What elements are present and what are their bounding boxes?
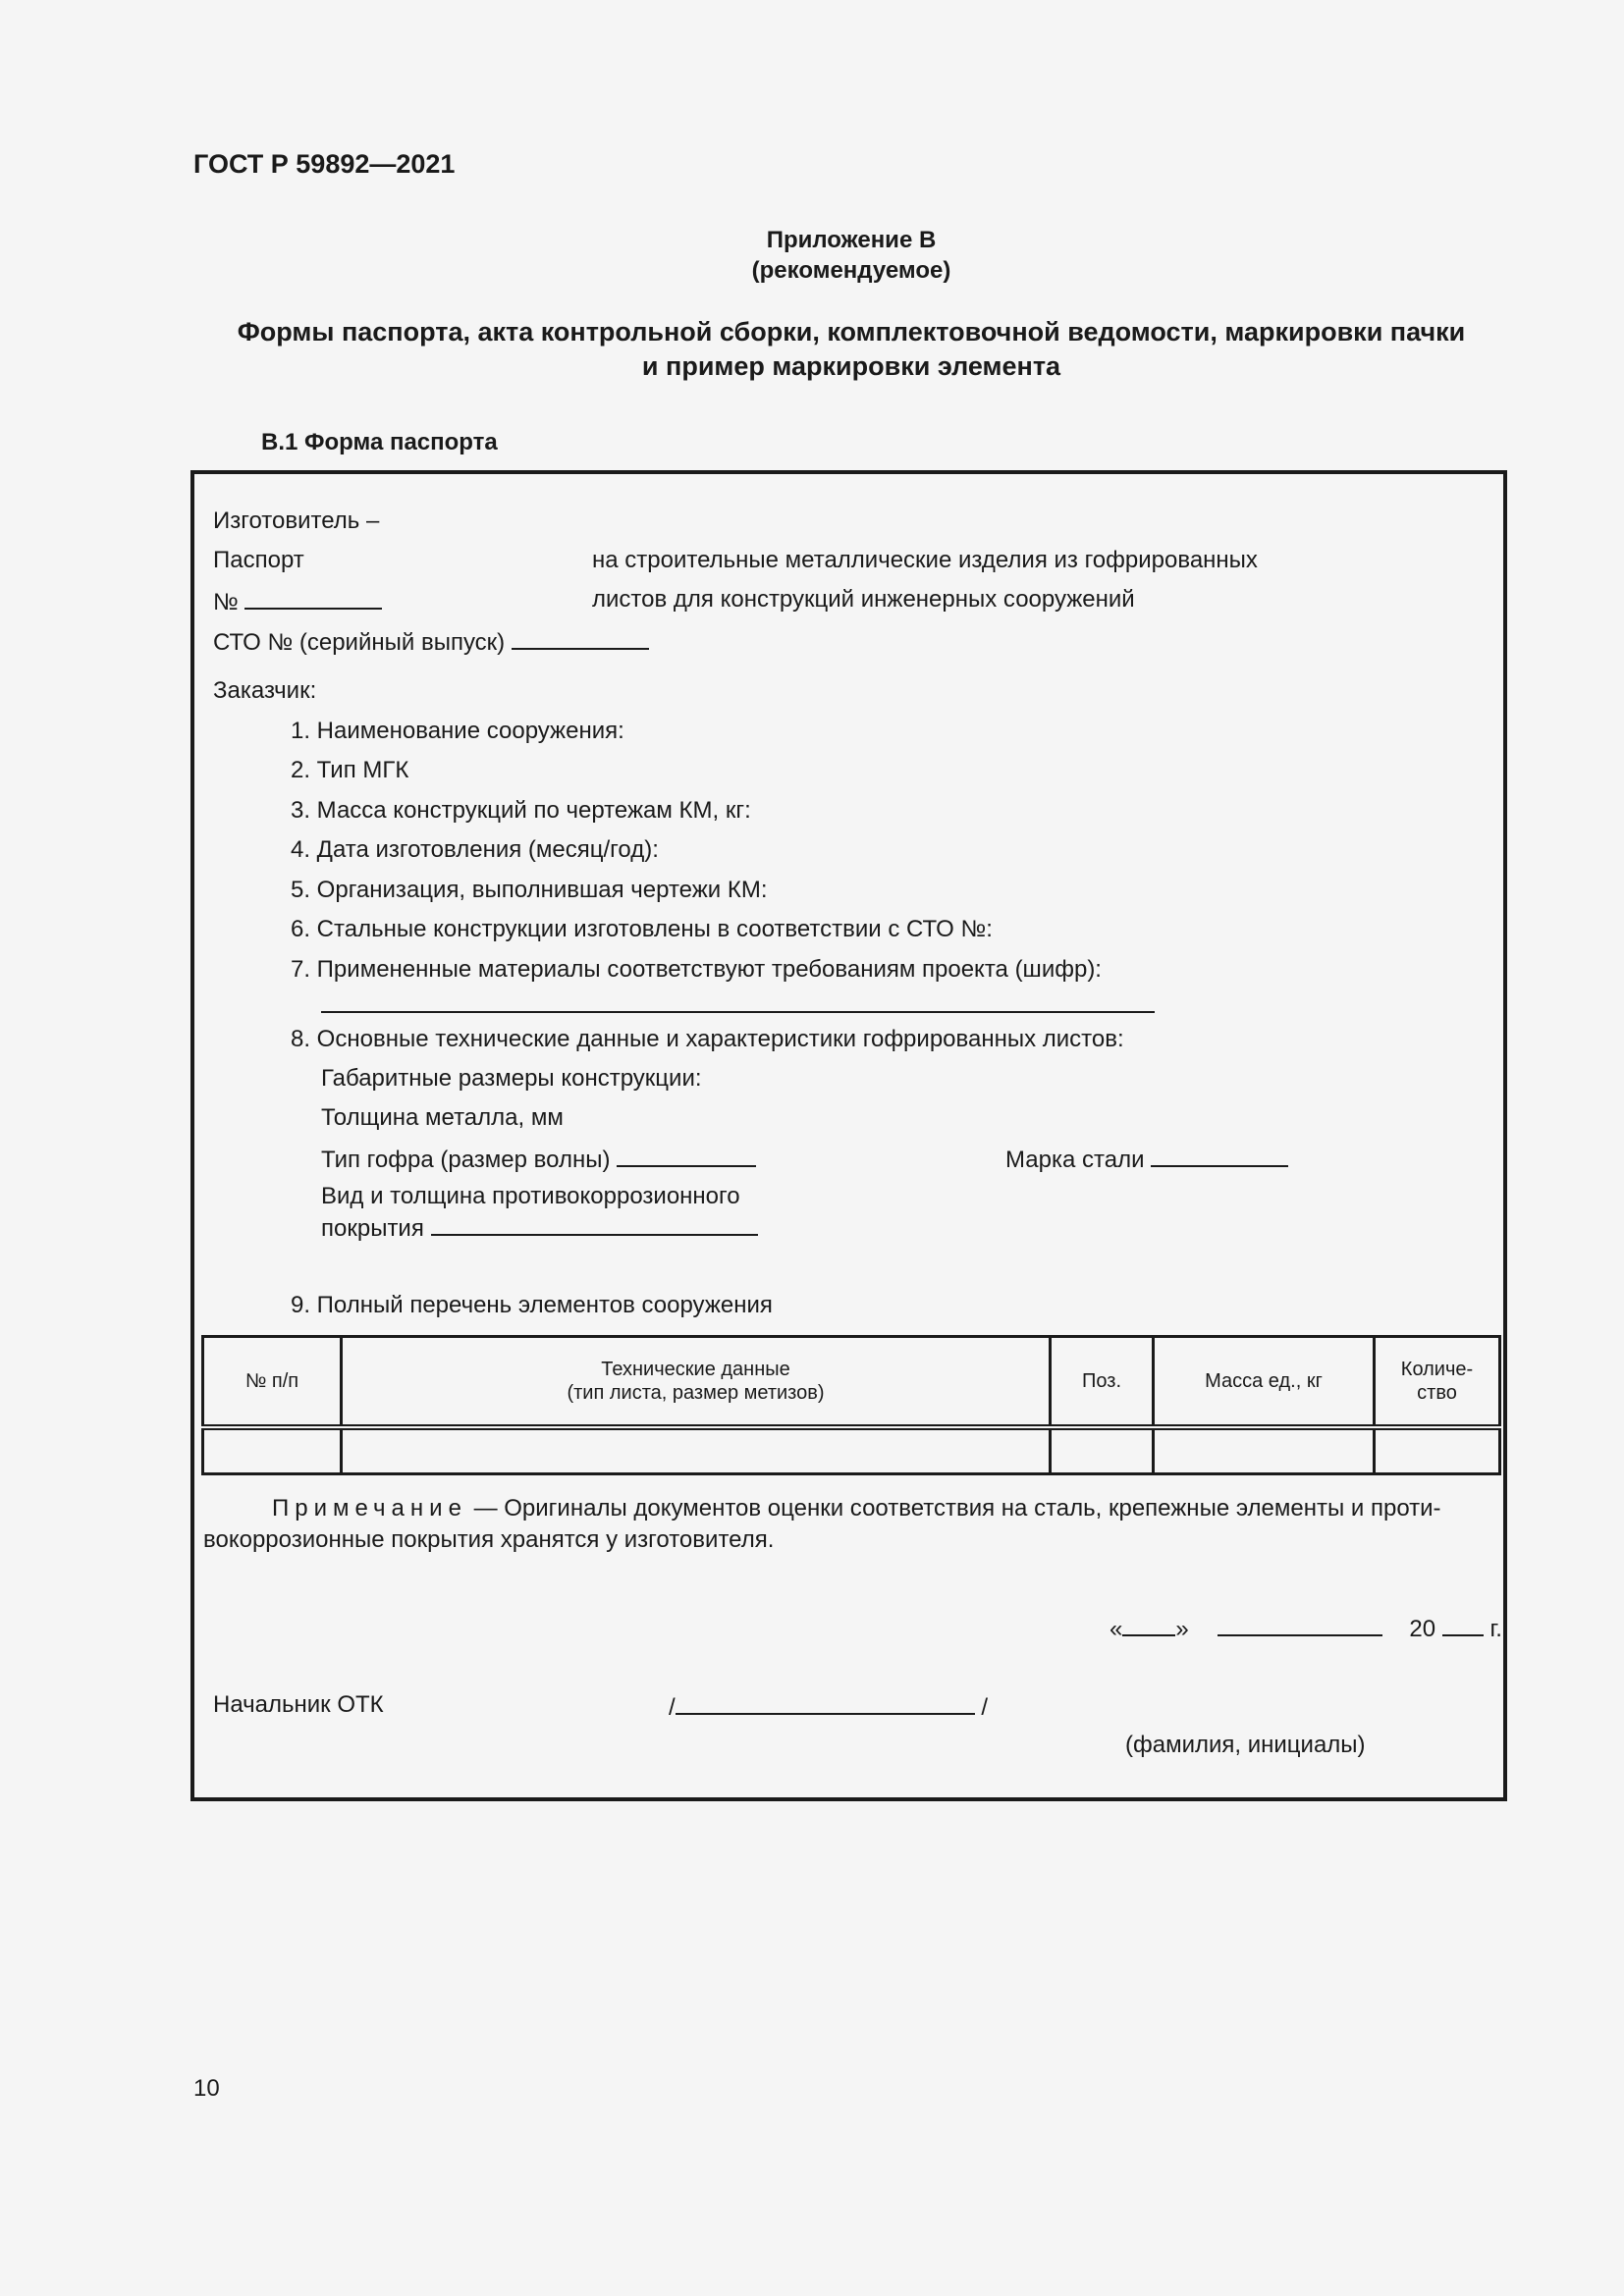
- appendix-title: Приложение В: [766, 227, 937, 253]
- date-day-blank: [1122, 1613, 1175, 1636]
- signature-role: Начальник ОТК: [213, 1691, 384, 1718]
- note-text-line1: — Оригиналы документов оценки соответствия на сталь, крепежные элементы и проти-: [466, 1495, 1441, 1522]
- passport-label: Паспорт: [213, 547, 304, 573]
- passport-number: [213, 586, 382, 616]
- header-mass: Масса ед., кг: [1154, 1337, 1375, 1427]
- passport-subject-line1: на строительные металлические изделия из гофрированных: [592, 547, 1258, 573]
- note-line1: [272, 1495, 1441, 1522]
- header-qty-line2: ство: [1417, 1381, 1457, 1404]
- appendix-status: (рекомендуемое): [751, 257, 951, 284]
- item-4: 4. Дата изготовления (месяц/год):: [291, 836, 659, 863]
- table-cell: [342, 1427, 1051, 1474]
- table-cell: [1154, 1427, 1375, 1474]
- item-6: 6. Стальные конструкции изготовлены в соответствии с СТО №:: [291, 916, 993, 942]
- passport-subject-line2: листов для конструкций инженерных сооружений: [592, 586, 1135, 613]
- section-title: В.1 Форма паспорта: [261, 429, 498, 455]
- header-tech-line1: Технические данные: [601, 1358, 790, 1380]
- item-1: 1. Наименование сооружения:: [291, 718, 624, 744]
- steel-grade-blank: [1151, 1144, 1288, 1167]
- item-2: 2. Тип МГК: [291, 757, 409, 783]
- item-7: 7. Примененные материалы соответствуют требованиям проекта (шифр):: [291, 956, 1102, 983]
- item-9: 9. Полный перечень элементов сооружения: [291, 1292, 773, 1318]
- date-year-suffix: г.: [1489, 1616, 1502, 1642]
- date-year-prefix: 20: [1409, 1616, 1436, 1642]
- note-label: Примечание: [272, 1495, 467, 1522]
- header-qty-line1: Количе-: [1400, 1358, 1474, 1380]
- corrugation-blank: [617, 1144, 756, 1167]
- tech-thickness: Толщина металла, мм: [321, 1104, 564, 1131]
- date-line: [1110, 1613, 1502, 1643]
- appendix-heading-line1: Формы паспорта, акта контрольной сборки, комплектовочной ведомости, маркировки пачки: [237, 317, 1466, 347]
- item-5: 5. Организация, выполнившая чертежи КМ:: [291, 877, 768, 903]
- header-tech-data: [342, 1337, 1051, 1427]
- tech-corrugation: [321, 1144, 756, 1174]
- signature-line: [669, 1691, 988, 1722]
- tech-coating-line2: [321, 1212, 758, 1243]
- number-blank: [244, 586, 382, 610]
- table-row: [203, 1427, 1500, 1474]
- header-quantity: [1375, 1337, 1500, 1427]
- signature-slash-open: /: [669, 1694, 676, 1721]
- signature-caption: (фамилия, инициалы): [1125, 1732, 1366, 1758]
- standard-code: ГОСТ Р 59892—2021: [193, 149, 456, 179]
- tech-coating-line1: Вид и толщина противокоррозионного: [321, 1183, 740, 1209]
- note-text-line2: вокоррозионные покрытия хранятся у изготовителя.: [203, 1526, 775, 1553]
- tech-steel-grade: [1005, 1144, 1288, 1174]
- sto-label: СТО № (серийный выпуск): [213, 629, 506, 656]
- page-number: 10: [193, 2075, 220, 2102]
- appendix-heading-line2: и пример маркировки элемента: [641, 351, 1061, 381]
- item-7-blank-line: [321, 1011, 1155, 1013]
- number-label: №: [213, 589, 239, 615]
- passport-form-frame: [190, 470, 1507, 1801]
- coating-label: покрытия: [321, 1215, 424, 1242]
- sto-blank: [512, 626, 649, 650]
- date-year-blank: [1442, 1613, 1484, 1636]
- customer-label: Заказчик:: [213, 677, 317, 704]
- steel-grade-label: Марка стали: [1005, 1147, 1145, 1173]
- item-8: 8. Основные технические данные и характеристики гофрированных листов:: [291, 1026, 1124, 1052]
- date-close-quote: »: [1175, 1616, 1189, 1642]
- corrugation-label: Тип гофра (размер волны): [321, 1147, 611, 1173]
- header-position: Поз.: [1051, 1337, 1154, 1427]
- elements-table: [201, 1335, 1501, 1475]
- coating-blank: [431, 1212, 758, 1236]
- tech-dimensions: Габаритные размеры конструкции:: [321, 1065, 702, 1092]
- table-header-row: [203, 1337, 1500, 1427]
- signature-slash-close: /: [981, 1694, 989, 1721]
- header-number: № п/п: [203, 1337, 342, 1427]
- table-cell: [1051, 1427, 1154, 1474]
- signature-blank: [676, 1691, 975, 1715]
- item-3: 3. Масса конструкций по чертежам КМ, кг:: [291, 797, 751, 824]
- date-month-blank: [1218, 1613, 1382, 1636]
- table-cell: [1375, 1427, 1500, 1474]
- header-tech-line2: (тип листа, размер метизов): [567, 1381, 825, 1404]
- sto-serial: [213, 626, 649, 657]
- table-cell: [203, 1427, 342, 1474]
- date-open-quote: «: [1110, 1616, 1123, 1642]
- manufacturer-label: Изготовитель –: [213, 507, 380, 534]
